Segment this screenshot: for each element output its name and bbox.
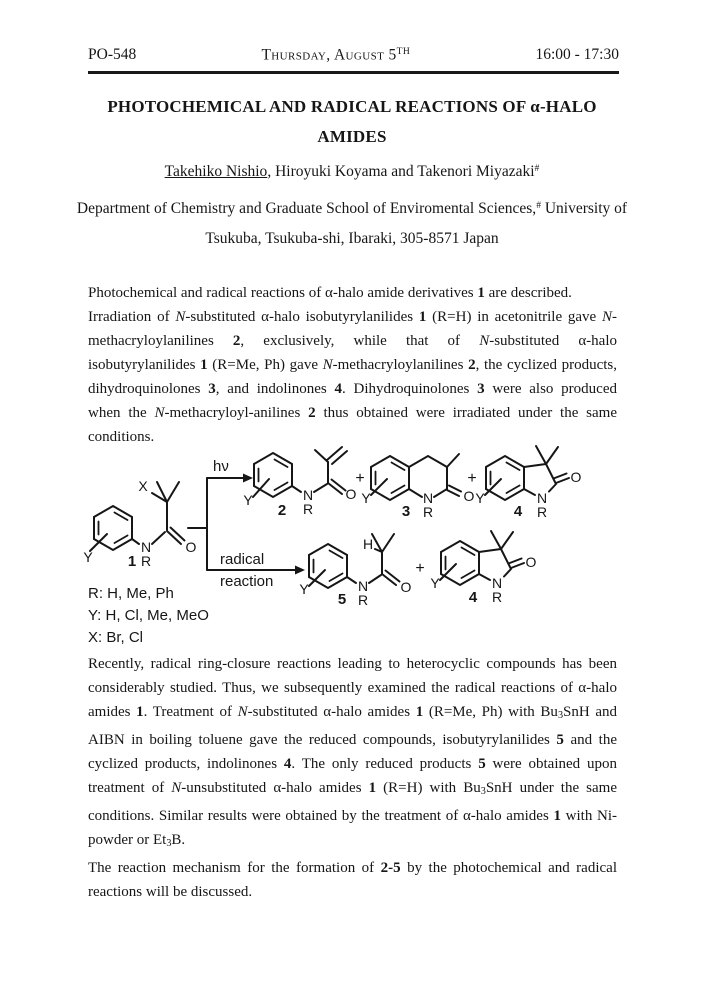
compound-number-4: 4 [468, 589, 478, 606]
oxygen-label: O [525, 554, 537, 570]
author-others: , Hiroyuki Koyama and Takenori Miyazaki [267, 163, 535, 180]
session-time: 16:00 - 17:30 [535, 46, 619, 64]
compound-number-1: 1 [127, 553, 137, 570]
affiliation-line1-post: University of [540, 199, 628, 217]
r-group-label: R [536, 504, 548, 520]
structure-3-dihydroquinolone [361, 454, 477, 520]
page-header [88, 46, 619, 74]
photolysis-condition-label: hν [213, 458, 229, 475]
plus-sign: + [355, 470, 365, 487]
r-group-label: R [491, 589, 503, 605]
paragraph-4: The reaction mechanism for the formation of 2-5 by the photochemical and radical reactions will be discussed. [88, 860, 617, 901]
paper-id: PO-548 [88, 46, 137, 64]
legend-r: R: H, Me, Ph [88, 585, 174, 602]
paper-title [0, 92, 704, 152]
structure-4-indolinone-top [475, 446, 581, 520]
affiliation-line1-mark: # [536, 200, 541, 211]
paper-title-line2: AMIDES [317, 127, 387, 146]
y-substituent-label: Y [83, 549, 93, 565]
affiliation-mark: # [534, 163, 540, 175]
session-day [261, 46, 410, 64]
plus-sign: + [415, 560, 425, 577]
r-group-label: R [422, 504, 434, 520]
x-substituent-label: X [138, 478, 148, 494]
nitrogen-label: N [302, 487, 314, 503]
substituent-legend [88, 585, 209, 646]
r-group-label: R [302, 501, 314, 517]
abstract-intro [88, 281, 617, 449]
structure-1-alpha-halo-amide [83, 478, 196, 570]
radical-condition-label-line2: reaction [220, 573, 274, 590]
session-day-ordinal: TH [396, 46, 411, 57]
paragraph-3: Recently, radical ring-closure reactions leading to heterocyclic compounds has been considerably studied. Thus, we subsequently examined the radical reactions of α-halo amides 1. Treatment of N-substituted α-halo amides 1 (R=Me, Ph) with $Bu_3SnH$ and AIBN in boiling toluene gave the reduced compounds, isobutyrylanilides 5 and the cyclized products, indolinones 4. The only reduced products 5 were obtained upon treatment of N-unsubstituted α-halo amides 1 (R=H) with $Bu_3SnH$ under the same conditions. Similar results were obtained by the treatment of α-halo amides 1 with Ni-powder or $Et_3B$. [88, 656, 617, 850]
paragraph-2: Irradiation of N-substituted α-halo isobutyrylanilides 1 (R=H) in acetonitrile gave N-methacryloylanilines 2, exclusively, while that of N-substituted α-halo isobutyrylanilides 1 (R=Me, Ph) gave N-methacryloylanilines 2, the cyclized products, dihydroquinolones 3, and indolinones 4. Dihydroquinolones 3 were also produced when the N-methacryloyl-anilines 2 thus obtained were irradiated under the same conditions. [88, 309, 618, 445]
nitrogen-label: N [422, 490, 434, 506]
structure-2-methacryloylaniline [243, 447, 356, 519]
nitrogen-label: N [536, 490, 548, 506]
reaction-arrows [185, 458, 305, 590]
abstract-discussion [88, 652, 617, 904]
y-substituent-label: Y [430, 575, 440, 591]
nitrogen-label: N [491, 575, 503, 591]
nitrogen-label: N [357, 578, 369, 594]
legend-y: Y: H, Cl, Me, MeO [88, 607, 209, 624]
compound-number-4: 4 [513, 503, 523, 520]
oxygen-label: O [570, 469, 582, 485]
affiliation-line2: Tsukuba, Tsukuba-shi, Ibaraki, 305-8571 Japan [205, 229, 499, 247]
reaction-scheme [80, 435, 645, 650]
session-day-text: Thursday, August 5 [261, 46, 397, 64]
structure-5-isobutyrylanilide [299, 534, 411, 608]
y-substituent-label: Y [299, 581, 309, 597]
paragraph-1: Photochemical and radical reactions of α-halo amide derivatives 1 are described. [88, 285, 572, 301]
affiliation-line1-pre: Department of Chemistry and Graduate School of Enviromental Sciences, [76, 199, 537, 217]
author-line [0, 163, 704, 181]
r-group-label: R [140, 553, 152, 569]
compound-number-5: 5 [337, 591, 347, 608]
compound-number-3: 3 [401, 503, 411, 520]
radical-condition-label-line1: radical [220, 551, 265, 568]
legend-x: X: Br, Cl [88, 629, 144, 646]
y-substituent-label: Y [361, 490, 371, 506]
y-substituent-label: Y [243, 492, 253, 508]
r-group-label: R [357, 592, 369, 608]
plus-sign: + [467, 470, 477, 487]
structure-4-indolinone-bottom [430, 531, 536, 606]
oxygen-label: O [345, 486, 357, 502]
affiliation-line1 [0, 191, 704, 224]
affiliation [0, 191, 704, 254]
nitrogen-label: N [140, 539, 152, 555]
oxygen-label: O [463, 488, 475, 504]
paper-title-line1: PHOTOCHEMICAL AND RADICAL REACTIONS OF α-HALO [107, 97, 597, 116]
author-presenting: Takehiko Nishio [164, 163, 268, 180]
oxygen-label: O [185, 539, 197, 555]
y-substituent-label: Y [475, 490, 485, 506]
compound-number-2: 2 [277, 502, 287, 519]
oxygen-label: O [400, 579, 412, 595]
hydrogen-label: H [362, 536, 374, 552]
